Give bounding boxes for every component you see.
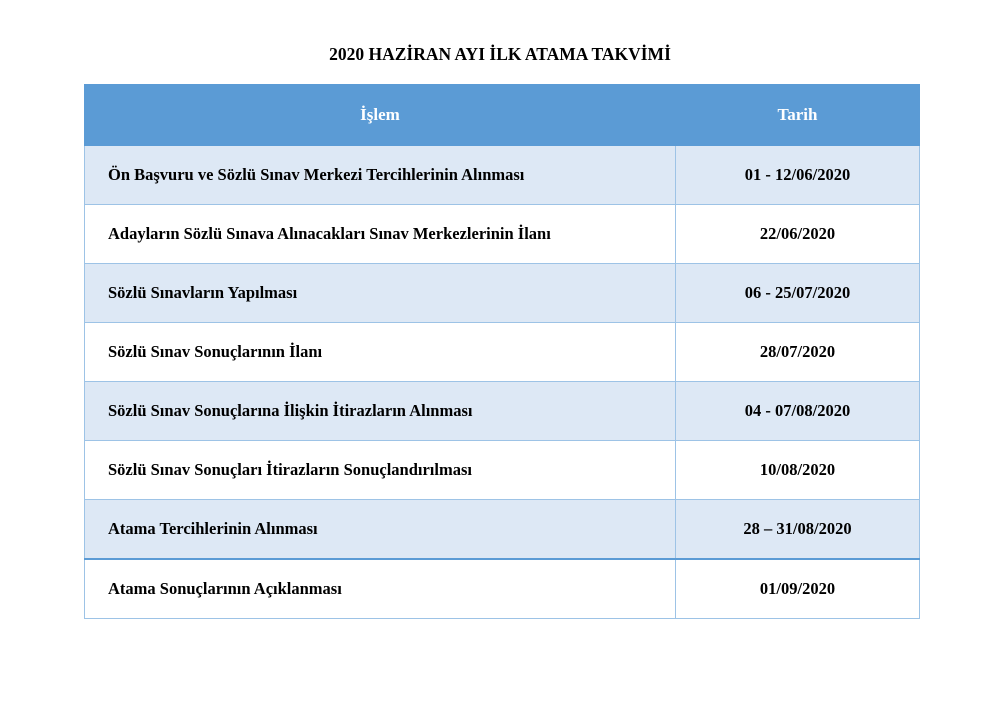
document-title: 2020 HAZİRAN AYI İLK ATAMA TAKVİMİ <box>329 44 671 64</box>
header-tarih: Tarih <box>676 85 920 146</box>
tarih-cell: 01/09/2020 <box>676 559 920 619</box>
table-row <box>85 323 920 382</box>
tarih-cell: 06 - 25/07/2020 <box>676 264 920 323</box>
tarih-cell: 28/07/2020 <box>676 323 920 382</box>
islem-cell: Atama Tercihlerinin Alınması <box>85 500 676 560</box>
islem-cell: Atama Sonuçlarının Açıklanması <box>85 559 676 619</box>
header-islem: İşlem <box>85 85 676 146</box>
tarih-cell: 04 - 07/08/2020 <box>676 382 920 441</box>
islem-cell: Adayların Sözlü Sınava Alınacakları Sınav Merkezlerinin İlanı <box>85 205 676 264</box>
islem-cell: Sözlü Sınav Sonuçlarının İlanı <box>85 323 676 382</box>
table-row <box>85 146 920 205</box>
tarih-cell: 22/06/2020 <box>676 205 920 264</box>
tarih-cell: 01 - 12/06/2020 <box>676 146 920 205</box>
table-row <box>85 500 920 560</box>
tarih-cell: 10/08/2020 <box>676 441 920 500</box>
table-row <box>85 441 920 500</box>
islem-cell: Ön Başvuru ve Sözlü Sınav Merkezi Tercihlerinin Alınması <box>85 146 676 205</box>
table-row <box>85 205 920 264</box>
tarih-cell: 28 – 31/08/2020 <box>676 500 920 560</box>
schedule-table <box>84 84 920 619</box>
table-header-row <box>85 85 920 146</box>
table-row <box>85 382 920 441</box>
islem-cell: Sözlü Sınav Sonuçları İtirazların Sonuçlandırılması <box>85 441 676 500</box>
islem-cell: Sözlü Sınav Sonuçlarına İlişkin İtirazların Alınması <box>85 382 676 441</box>
table-row <box>85 264 920 323</box>
table-row <box>85 559 920 619</box>
islem-cell: Sözlü Sınavların Yapılması <box>85 264 676 323</box>
